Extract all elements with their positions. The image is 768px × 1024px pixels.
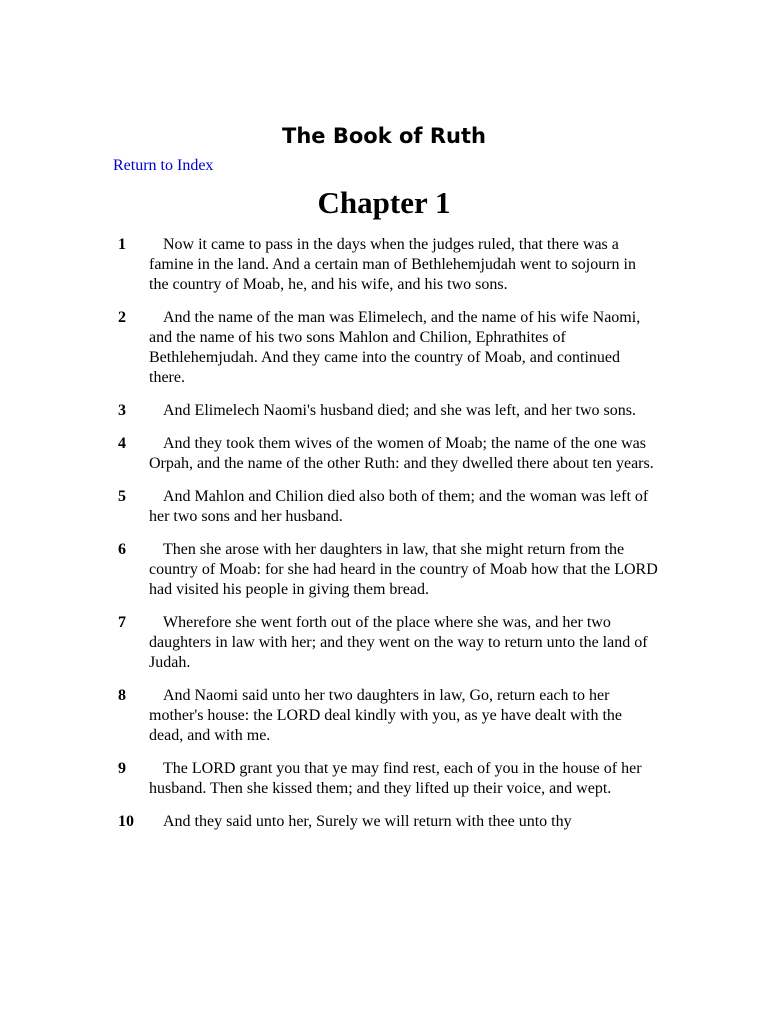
verse-8 [0, 686, 768, 746]
verse-text: And they said unto her, Surely we will return with thee unto thy [163, 813, 572, 830]
verse-number: 5 [118, 488, 126, 505]
verse-4 [0, 434, 768, 474]
verse-6 [0, 540, 768, 600]
verse-number: 8 [118, 687, 126, 704]
verse-10 [0, 812, 768, 832]
verse-text: Now it came to pass in the days when the judges ruled, that there was a famine in the land. And a certain man of Bethlehemjudah went to sojourn in the country of Moab, he, and his wife, and his two sons. [149, 236, 636, 293]
verse-5 [0, 487, 768, 527]
verse-number: 3 [118, 402, 126, 419]
verse-text: Then she arose with her daughters in law, that she might return from the country of Moab: for she had heard in the country of Moab how that the LORD had visited his people in giving them bread. [149, 541, 658, 598]
chapter-heading: Chapter 1 [317, 185, 451, 220]
verse-1 [0, 235, 768, 295]
verse-3 [0, 401, 768, 421]
verse-text: Wherefore she went forth out of the place where she was, and her two daughters in law with her; and they went on the way to return unto the land of Judah. [149, 614, 648, 671]
verse-number: 6 [118, 541, 126, 558]
verse-text: And Elimelech Naomi's husband died; and she was left, and her two sons. [163, 402, 637, 419]
verse-list [0, 235, 768, 845]
return-to-index-link[interactable]: Return to Index [113, 157, 214, 174]
verse-text: And Naomi said unto her two daughters in law, Go, return each to her mother's house: the LORD deal kindly with you, as ye have dealt with the dead, and with me. [149, 687, 623, 744]
verse-2 [0, 308, 768, 388]
verse-number: 7 [118, 614, 126, 631]
verse-7 [0, 613, 768, 673]
verse-text: And they took them wives of the women of Moab; the name of the one was Orpah, and the name of the other Ruth: and they dwelled there about ten years. [149, 435, 654, 472]
book-title: The Book of Ruth [282, 124, 486, 148]
verse-number: 1 [118, 236, 126, 253]
verse-9 [0, 759, 768, 799]
verse-text: The LORD grant you that ye may find rest, each of you in the house of her husband. Then she kissed them; and they lifted up their voice, and wept. [149, 760, 642, 797]
verse-number: 9 [118, 760, 126, 777]
verse-number: 2 [118, 309, 126, 326]
verse-text: And Mahlon and Chilion died also both of them; and the woman was left of her two sons and her husband. [149, 488, 649, 525]
verse-number: 10 [118, 813, 134, 830]
verse-text: And the name of the man was Elimelech, and the name of his wife Naomi, and the name of his two sons Mahlon and Chilion, Ephrathites of Bethlehemjudah. And they came into the country of Moab, and continued there. [149, 309, 641, 386]
verse-number: 4 [118, 435, 126, 452]
